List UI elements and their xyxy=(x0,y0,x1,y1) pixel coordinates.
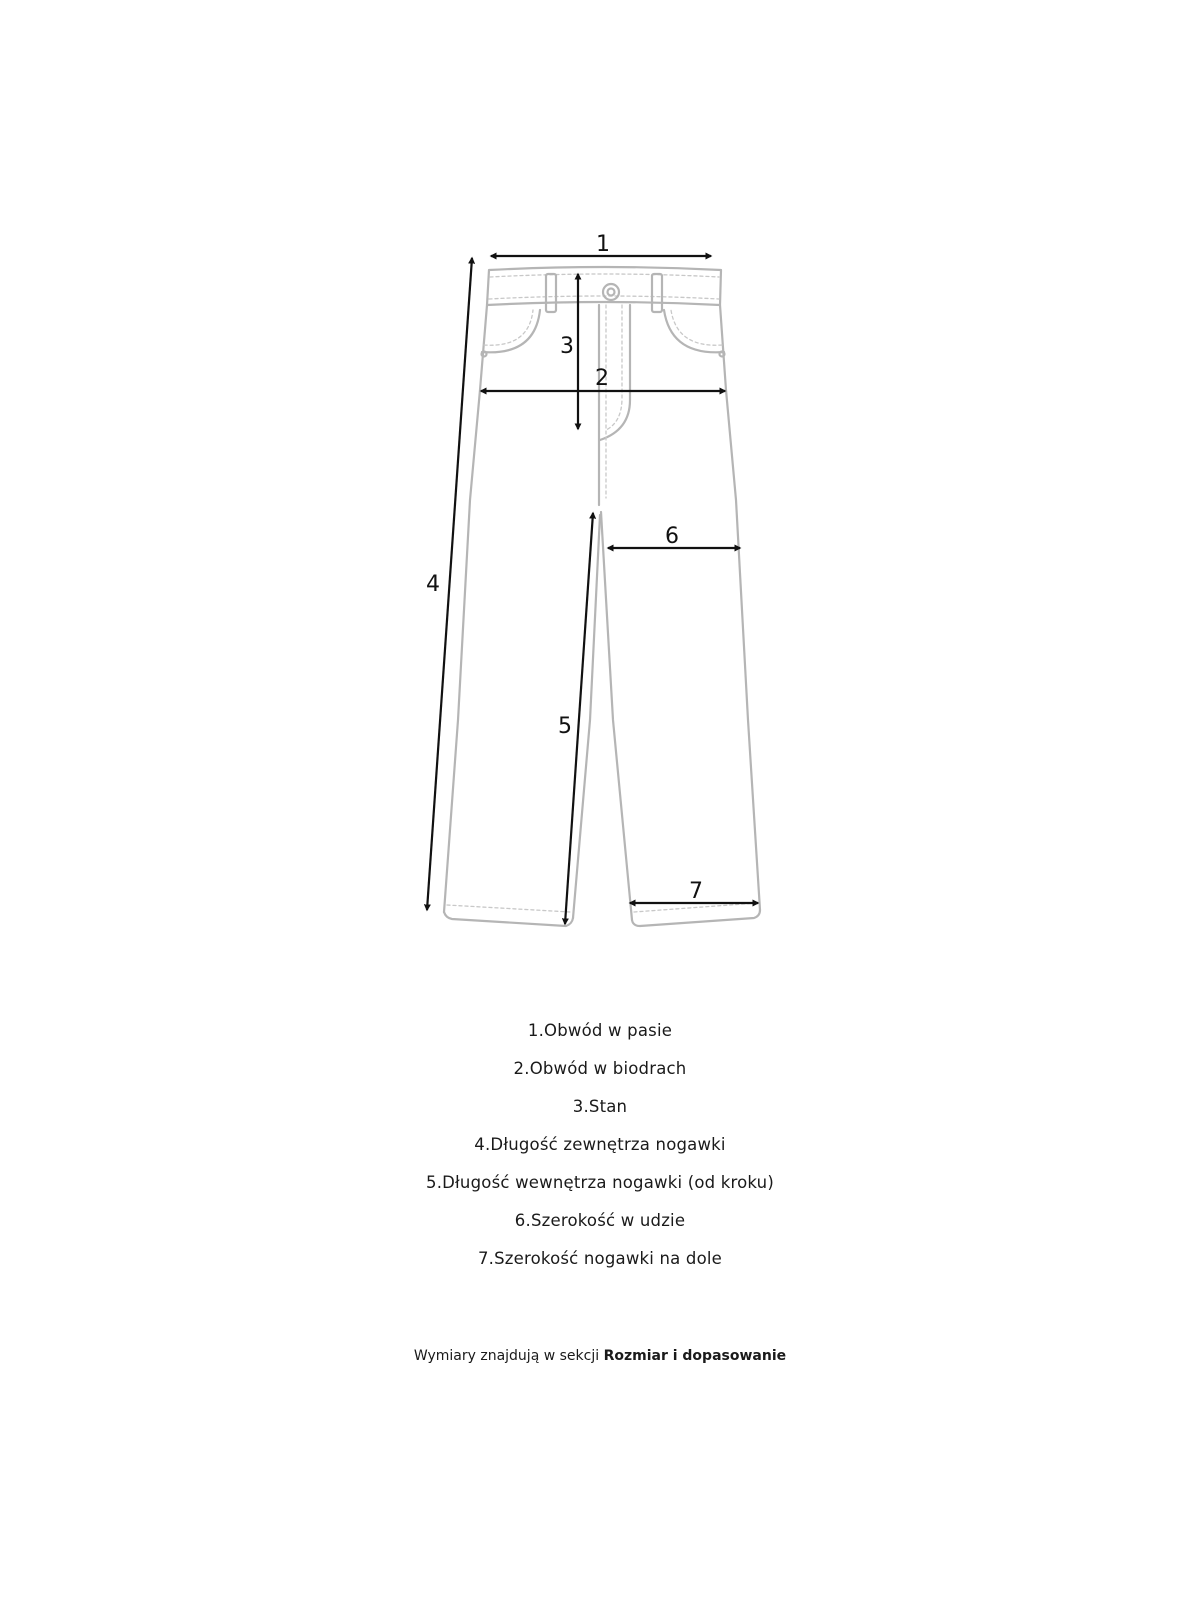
footnote-text: Wymiary znajdują w sekcji xyxy=(413,1348,604,1364)
waistband-stitch xyxy=(490,274,719,277)
label-4: 4 xyxy=(426,572,440,597)
waistband xyxy=(487,267,721,305)
label-3: 3 xyxy=(560,334,574,359)
label-1: 1 xyxy=(596,232,610,257)
left-side-seam xyxy=(444,305,487,912)
right-inseam xyxy=(601,512,632,920)
legend-item: 3.Stan xyxy=(572,1097,628,1116)
belt-loop-right xyxy=(652,274,662,312)
measurement-legend xyxy=(0,1012,1200,1278)
right-side-seam xyxy=(720,305,760,910)
size-and-fit-link[interactable]: Rozmiar i dopasowanie xyxy=(603,1348,787,1364)
right-hem xyxy=(632,910,760,926)
legend-item: 4.Długość zewnętrza nogawki xyxy=(474,1135,726,1154)
legend-item: 6.Szerokość w udzie xyxy=(514,1211,686,1230)
label-7: 7 xyxy=(689,879,703,904)
footnote xyxy=(0,1348,1200,1364)
label-5: 5 xyxy=(558,714,572,739)
label-2: 2 xyxy=(595,366,609,391)
legend-item: 2.Obwód w biodrach xyxy=(513,1059,687,1078)
left-hem xyxy=(444,912,573,926)
measurement-arrows xyxy=(427,256,758,924)
legend-item: 1.Obwód w pasie xyxy=(527,1021,673,1040)
legend-item: 5.Długość wewnętrza nogawki (od kroku) xyxy=(426,1173,774,1192)
legend-item: 7.Szerokość nogawki na dole xyxy=(477,1249,723,1268)
fly xyxy=(599,305,630,505)
left-inseam xyxy=(573,515,600,918)
belt-loop-left xyxy=(546,274,556,312)
pocket-left xyxy=(482,310,540,352)
button xyxy=(603,284,619,300)
label-6: 6 xyxy=(665,524,679,549)
